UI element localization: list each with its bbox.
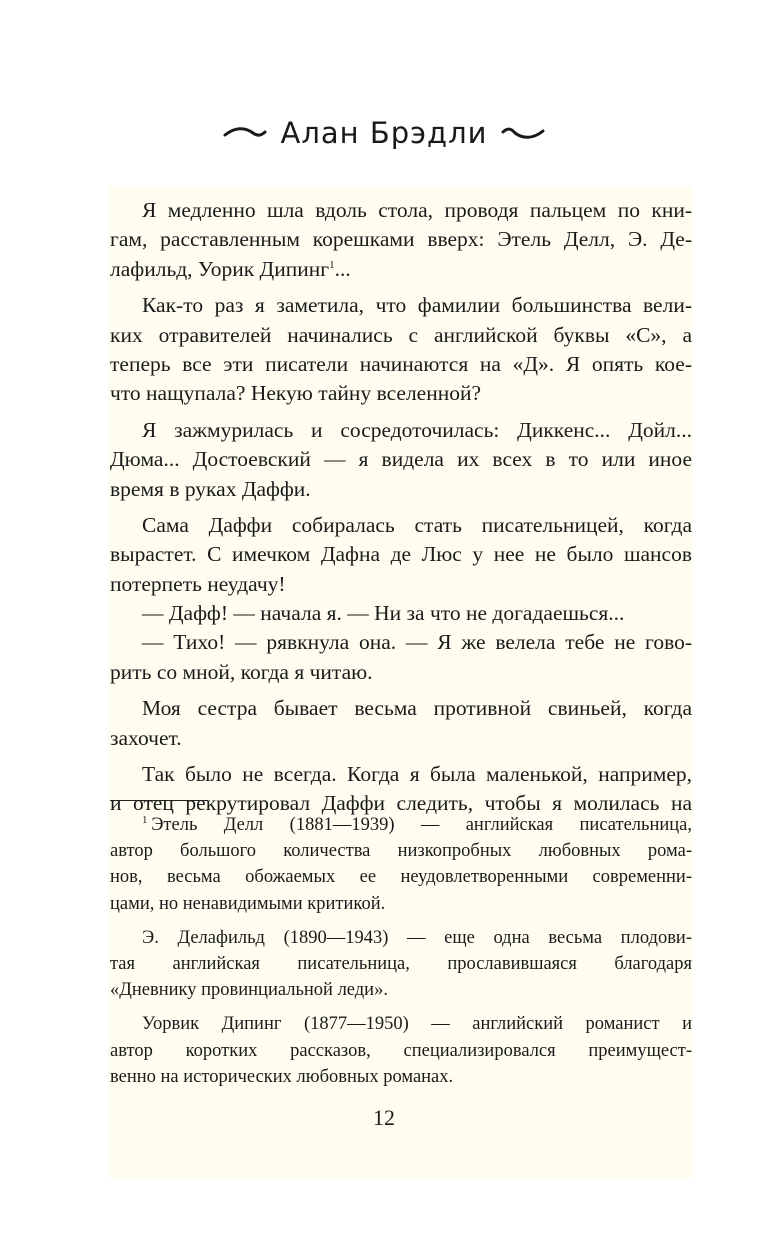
right-swash-ornament xyxy=(501,125,545,141)
footnote-line: Уорвик Дипинг (1877—1950) — английский романист и xyxy=(142,1014,692,1035)
text-line: и отец рекрутировал Даффи следить, чтобы я молилась на xyxy=(110,791,692,816)
text-line: теперь все эти писатели начинаются на «Д». Я опять кое- xyxy=(110,351,692,376)
text-line: Сама Даффи собиралась стать писательницей, когда xyxy=(142,512,692,537)
main-text xyxy=(110,196,692,819)
footnote-line: автор коротких рассказов, специализировался преимущест- xyxy=(110,1040,692,1061)
text-line: гам, расставленным корешками вверх: Этель Делл, Э. Де- xyxy=(110,227,692,252)
footnote-line: цами, но ненавидимыми критикой. xyxy=(110,893,386,914)
footnote-line: тая английская писательница, прославившаяся благодаря xyxy=(110,953,692,974)
text-line: ких отравителей начинались с английской буквы «С», а xyxy=(110,322,692,347)
author-name: Алан Брэдли xyxy=(280,116,488,150)
footnote-line: автор большого количества низкопробных любовных рома- xyxy=(110,841,692,862)
footnote-line: «Дневнику провинциальной леди». xyxy=(110,980,388,1001)
footnote-separator xyxy=(110,800,208,801)
text-line: Моя сестра бывает весьма противной свиньей, когда xyxy=(142,696,692,721)
text-line: время в руках Даффи. xyxy=(110,476,311,501)
text-line xyxy=(110,255,692,284)
text-line: — Тихо! — рявкнула она. — Я же велела тебе не гово- xyxy=(142,630,692,655)
text-line: что нащупала? Некую тайну вселенной? xyxy=(110,381,482,406)
text-line: Дюма... Достоевский — я видела их всех в то или иное xyxy=(110,447,692,472)
page-number: 12 xyxy=(373,1105,395,1130)
text-line-part: лафильд, Уорик Дипинг xyxy=(110,256,330,281)
footnote-line: венно на исторических любовных романах. xyxy=(110,1066,454,1087)
footnote-line-text: Этель Делл (1881—1939) — английская писательница, xyxy=(151,815,692,835)
text-line: Так было не всегда. Когда я была маленькой, например, xyxy=(142,762,692,787)
running-header xyxy=(0,108,768,158)
footnote-line: нов, весьма обожаемых ее неудовлетворенными современни- xyxy=(110,867,692,888)
text-line: Я медленно шла вдоль стола, проводя пальцем по кни- xyxy=(142,198,692,222)
footnotes xyxy=(110,812,692,1090)
text-line: потерпеть неудачу! xyxy=(110,571,286,596)
footnote-marker: 1 xyxy=(142,813,148,826)
text-line: Я зажмурилась и сосредоточилась: Диккенс... Дойл... xyxy=(142,417,692,442)
footnote-reference: 1 xyxy=(329,258,335,271)
left-swash-ornament xyxy=(223,125,267,141)
text-line: вырастет. С имечком Дафна де Люс у нее не было шансов xyxy=(110,542,692,567)
text-line: рить со мной, когда я читаю. xyxy=(110,659,373,684)
text-line: захочет. xyxy=(110,725,182,750)
text-line: — Дафф! — начала я. — Ни за что не догадаешься... xyxy=(142,601,625,626)
text-line-part: ... xyxy=(334,256,351,281)
text-line: Как-то раз я заметила, что фамилии большинства вели- xyxy=(142,293,692,318)
footnote-line xyxy=(110,812,692,838)
footnote-line: Э. Делафильд (1890—1943) — еще одна весьма плодови- xyxy=(142,927,692,948)
